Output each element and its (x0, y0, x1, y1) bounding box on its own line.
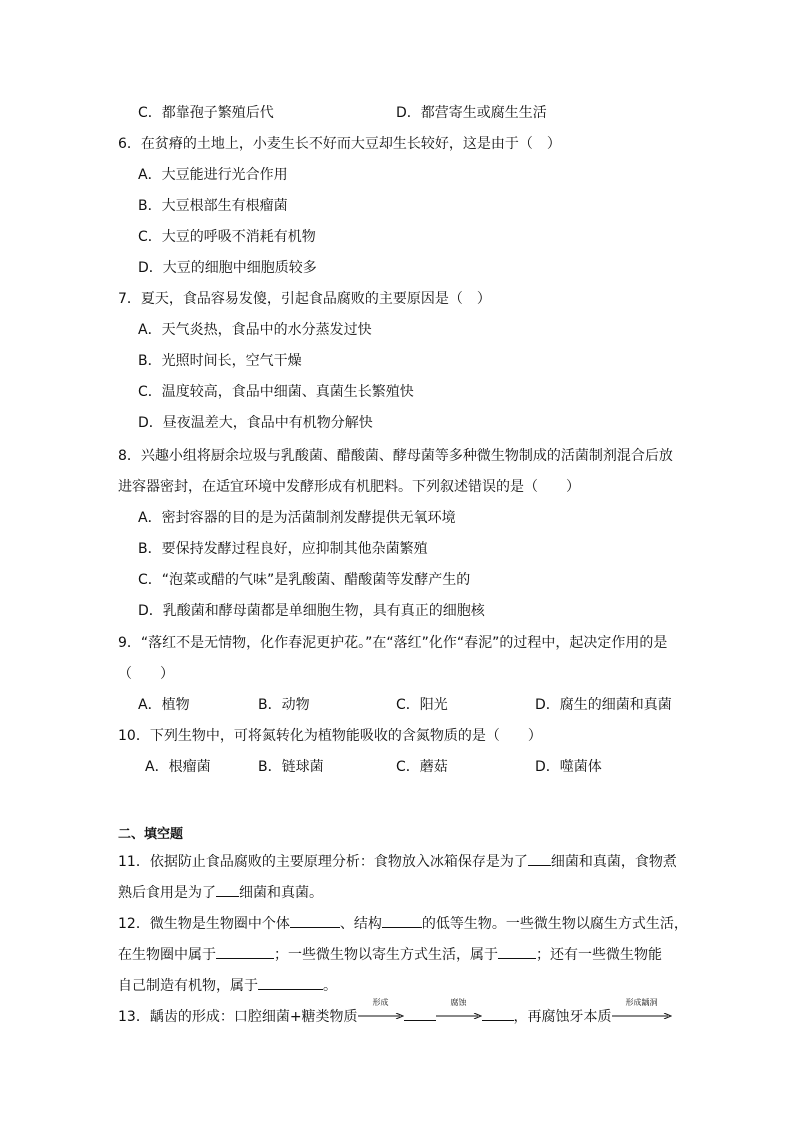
q9-option-a: A．植物 (138, 697, 190, 713)
q11-blank-2 (216, 882, 239, 897)
q12-text-6: ；还有一些微生物能 (536, 947, 662, 963)
q9-option-d: D．腐生的细菌和真菌 (535, 697, 672, 713)
q13-text-1: 13．龋齿的形成：口腔细菌+糖类物质 (118, 1009, 358, 1025)
q12-text-4: 在生物圈中属于 (118, 947, 216, 963)
q6-option-b: B．大豆根部生有根瘤菌 (138, 198, 288, 214)
q13-line1 (118, 998, 672, 1027)
q5-option-d: D．都营寄生或腐生生活 (396, 105, 547, 121)
q12-text-7: 自己制造有机物，属于 (118, 978, 258, 994)
q10-option-b: B．链球菌 (258, 759, 324, 775)
q12-text-1: 12．微生物是生物圈中个体 (118, 916, 290, 932)
q12-text-2: 、结构 (339, 916, 382, 932)
q13-arrow-1-label: 形成 (372, 998, 389, 1007)
q12-text-5: ；一些微生物以寄生方式生活，属于 (274, 947, 498, 963)
q9-option-b: B．动物 (258, 697, 310, 713)
q8-stem-line1: 8．兴趣小组将厨余垃圾与乳酸菌、醋酸菌、酵母菌等多种微生物制成的活菌制剂混合后放 (118, 448, 673, 464)
q13-blank-1 (404, 1006, 436, 1021)
q13-arrow-2-label: 腐蚀 (450, 998, 467, 1007)
q6-option-a: A．大豆能进行光合作用 (138, 167, 288, 183)
q6-option-d: D．大豆的细胞中细胞质较多 (138, 260, 317, 276)
arrow-right-icon (612, 1013, 672, 1019)
q13-arrow-3 (612, 998, 672, 1021)
q8-option-b: B．要保持发酵过程良好，应抑制其他杂菌繁殖 (138, 541, 428, 557)
q11-line1 (118, 851, 677, 872)
q13-arrow-2 (436, 998, 482, 1021)
q9-stem-line1: 9．“落红不是无情物，化作春泥更护花。”在“落红”化作“春泥”的过程中，起决定作用的是 (118, 635, 668, 651)
q11-blank-1 (528, 851, 551, 866)
q11-text-4: 细菌和真菌。 (239, 885, 323, 901)
q7-option-c: C．温度较高，食品中细菌、真菌生长繁殖快 (138, 384, 414, 400)
q12-blank-3 (216, 944, 274, 959)
q5-option-c: C．都靠孢子繁殖后代 (138, 105, 274, 121)
section-heading-fill-blank: 二、填空题 (118, 827, 184, 842)
q10-stem: 10．下列生物中，可将氮转化为植物能吸收的含氮物质的是（ ） (118, 728, 542, 744)
q12-text-3: 的低等生物。一些微生物以腐生方式生活， (421, 916, 688, 932)
q9-stem-line2: （ ） (118, 666, 174, 682)
q12-text-8: 。 (323, 978, 337, 994)
q8-option-a: A．密封容器的目的是为活菌制剂发酵提供无氧环境 (138, 510, 456, 526)
q12-blank-2 (382, 913, 422, 928)
q11-text-3: 熟后食用是为了 (118, 885, 216, 901)
q12-line1 (118, 913, 688, 934)
q6-stem: 6．在贫瘠的土地上，小麦生长不好而大豆却生长较好，这是由于（ ） (118, 136, 561, 152)
q7-option-b: B．光照时间长，空气干燥 (138, 353, 302, 369)
q12-blank-4 (498, 944, 536, 959)
arrow-right-icon (436, 1013, 482, 1019)
q13-text-2: ，再腐蚀牙本质 (513, 1009, 612, 1025)
q11-text-1: 11．依据防止食品腐败的主要原理分析：食物放入冰箱保存是为了 (118, 854, 528, 870)
q8-option-c: C．“泡菜或醋的气味”是乳酸菌、醋酸菌等发酵产生的 (138, 572, 471, 588)
q10-option-c: C．蘑菇 (396, 759, 448, 775)
q13-arrow-1 (358, 998, 404, 1021)
q12-blank-1 (290, 913, 340, 928)
q10-option-a: A．根瘤菌 (145, 759, 211, 775)
q7-option-a: A．天气炎热，食品中的水分蒸发过快 (138, 322, 372, 338)
q8-stem-line2: 进容器密封，在适宜环境中发酵形成有机肥料。下列叙述错误的是（ ） (118, 479, 580, 495)
q11-text-2: 细菌和真菌，食物煮 (550, 854, 677, 870)
q9-option-c: C．阳光 (396, 697, 448, 713)
q6-option-c: C．大豆的呼吸不消耗有机物 (138, 229, 316, 245)
q11-line2 (118, 882, 323, 903)
q13-arrow-3-label: 形成龋洞 (625, 998, 658, 1007)
q7-stem: 7．夏天，食品容易发傻，引起食品腐败的主要原因是（ ） (118, 291, 491, 307)
arrow-right-icon (358, 1013, 404, 1019)
q7-option-d: D．昼夜温差大，食品中有机物分解快 (138, 415, 373, 431)
q8-option-d: D．乳酸菌和酵母菌都是单细胞生物，具有真正的细胞核 (138, 603, 485, 619)
q13-blank-2 (482, 1006, 514, 1021)
q12-line3 (118, 975, 337, 996)
q12-blank-5 (258, 975, 323, 990)
q12-line2 (118, 944, 662, 965)
q10-option-d: D．噬菌体 (535, 759, 602, 775)
